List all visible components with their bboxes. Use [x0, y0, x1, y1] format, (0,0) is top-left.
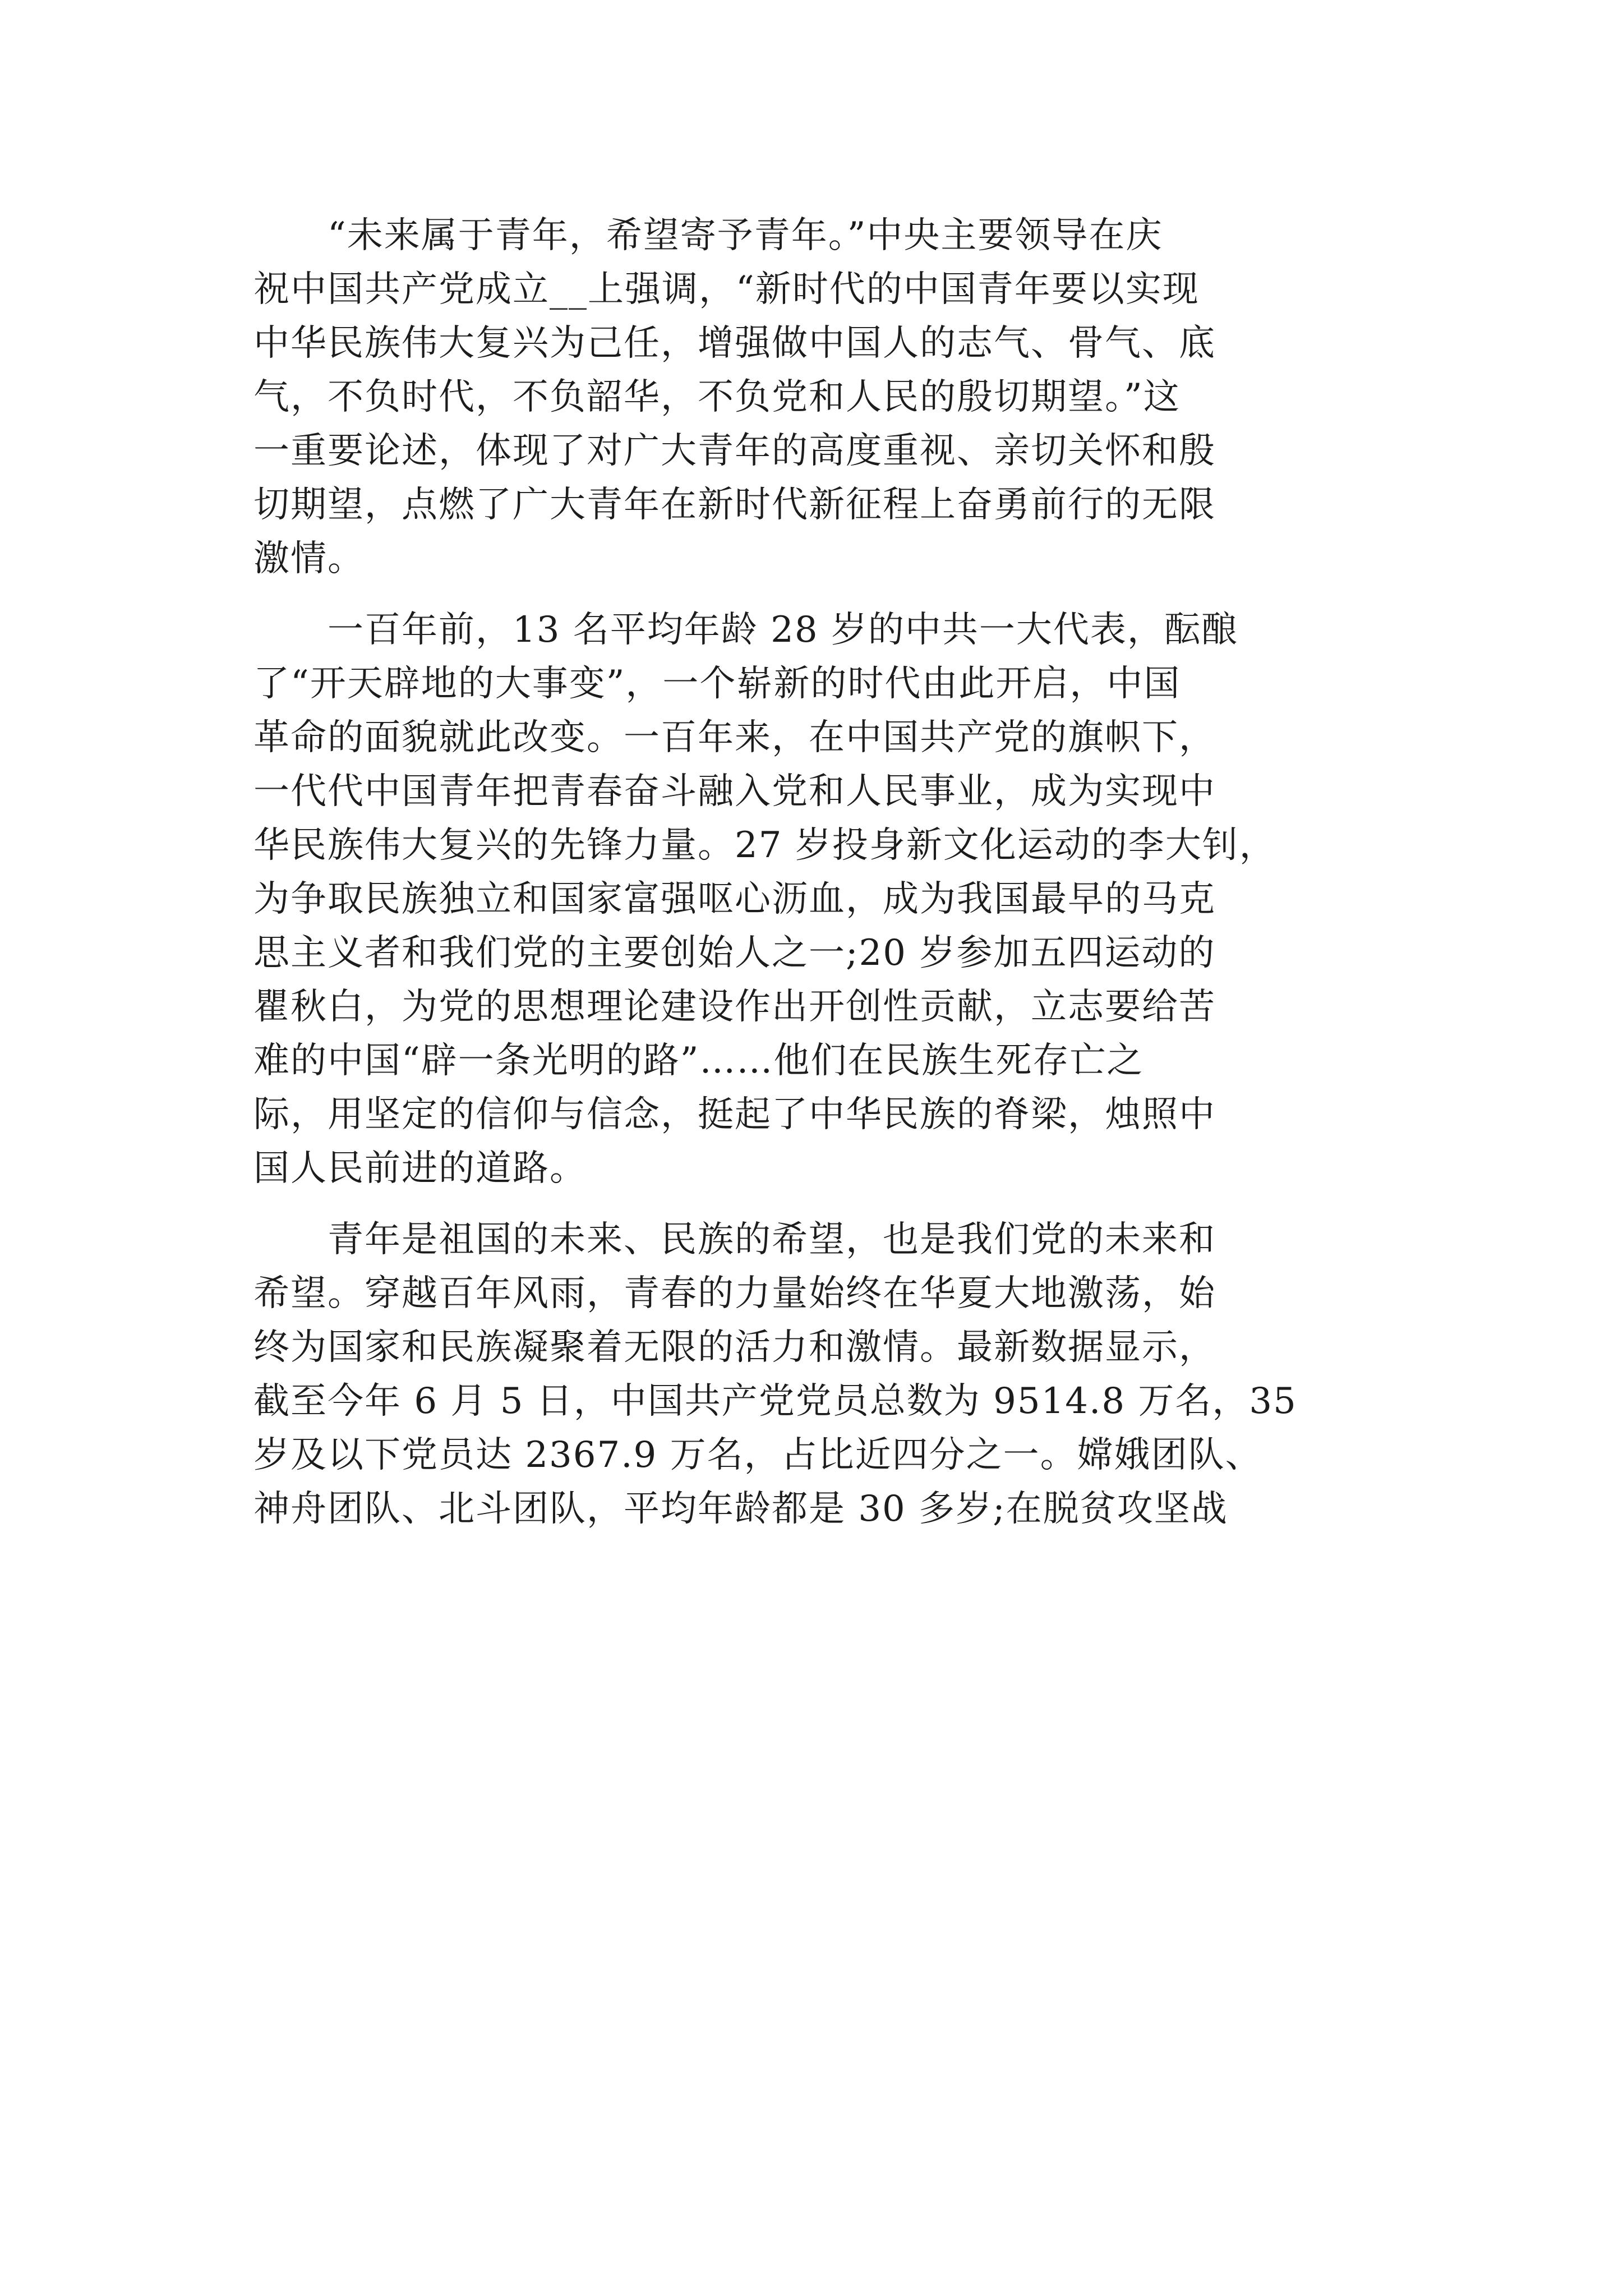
text-line: 难的中国“辟一条光明的路”……他们在民族生死存亡之	[253, 1040, 1144, 1082]
text-line: 岁及以下党员达 2367.9 万名，占比近四分之一。嫦娥团队、	[253, 1434, 1262, 1476]
text-line: 为争取民族独立和国家富强呕心沥血，成为我国最早的马克	[253, 878, 1216, 920]
paragraph-3	[253, 1213, 1381, 1536]
text-line: 华民族伟大复兴的先锋力量。27 岁投身新文化运动的李大钊，	[253, 825, 1276, 866]
text-line: 气，不负时代，不负韶华，不负党和人民的殷切期望。”这	[253, 376, 1181, 418]
text-line: 青年是祖国的未来、民族的希望，也是我们党的未来和	[328, 1219, 1216, 1260]
text-line: 革命的面貌就此改变。一百年来，在中国共产党的旗帜下，	[253, 717, 1216, 758]
text-line: 一代代中国青年把青春奋斗融入党和人民事业，成为实现中	[253, 771, 1216, 812]
text-line: 切期望，点燃了广大青年在新时代新征程上奋勇前行的无限	[253, 484, 1216, 526]
text-line: 国人民前进的道路。	[253, 1148, 587, 1189]
text-line: 了“开天辟地的大事变”，一个崭新的时代由此开启，中国	[253, 663, 1181, 705]
text-line: 际，用坚定的信仰与信念，挺起了中华民族的脊梁，烛照中	[253, 1094, 1216, 1135]
text-line: 终为国家和民族凝聚着无限的活力和激情。最新数据显示，	[253, 1327, 1216, 1368]
paragraph-2	[253, 603, 1381, 1195]
text-line: 瞿秋白，为党的思想理论建设作出开创性贡献，立志要给苦	[253, 986, 1216, 1028]
paragraph-spacer	[253, 1195, 1381, 1213]
text-line: “未来属于青年，希望寄予青年。”中央主要领导在庆	[328, 215, 1163, 256]
text-line: 中华民族伟大复兴为己任，增强做中国人的志气、骨气、底	[253, 323, 1216, 364]
text-line: 思主义者和我们党的主要创始人之一;20 岁参加五四运动的	[253, 932, 1216, 974]
text-line: 希望。穿越百年风雨，青春的力量始终在华夏大地激荡，始	[253, 1273, 1216, 1314]
document-body	[253, 209, 1381, 1536]
paragraph-1	[253, 209, 1381, 586]
text-line: 激情。	[253, 538, 365, 579]
text-line: 神舟团队、北斗团队，平均年龄都是 30 多岁;在脱贫攻坚战	[253, 1488, 1228, 1530]
text-line: 截至今年 6 月 5 日，中国共产党党员总数为 9514.8 万名，35	[253, 1381, 1297, 1422]
text-line: 一重要论述，体现了对广大青年的高度重视、亲切关怀和殷	[253, 430, 1216, 472]
paragraph-spacer	[253, 586, 1381, 603]
text-line: 祝中国共产党成立__上强调，“新时代的中国青年要以实现	[253, 269, 1200, 310]
text-line: 一百年前，13 名平均年龄 28 岁的中共一大代表，酝酿	[328, 609, 1238, 651]
